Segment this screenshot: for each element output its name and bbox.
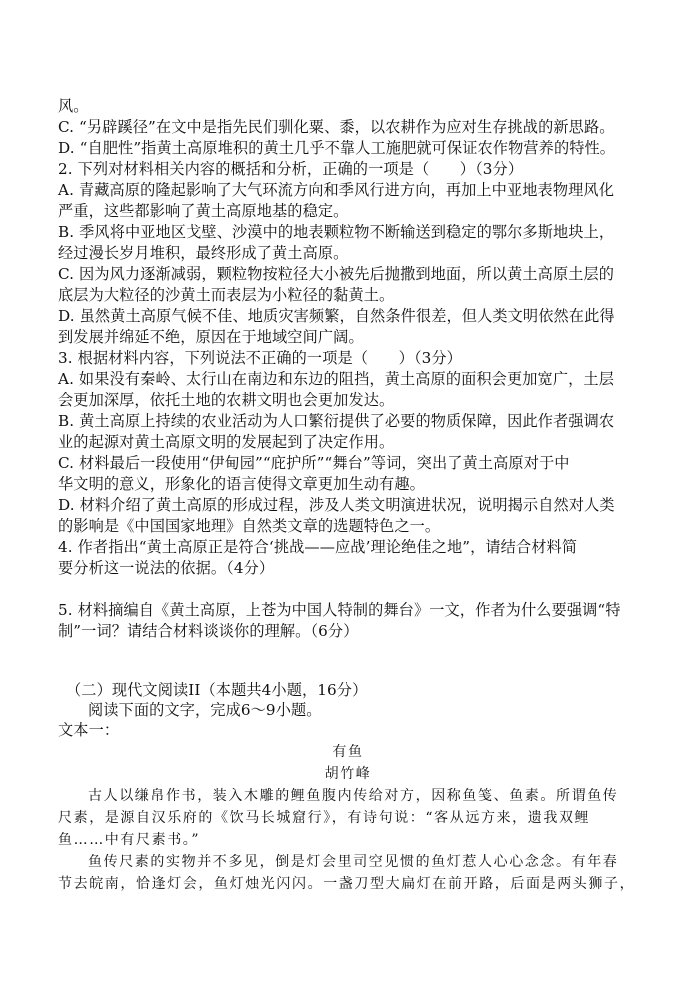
question-2: 2. 下列对材料相关内容的概括和分析，正确的一项是（ ）（3分） (58, 160, 524, 178)
q3-option-a-cont: 会更加深厚，依托土地的农耕文明也会更加发达。 (58, 391, 395, 409)
q2-option-b-cont: 经过漫长岁月堆积，最终形成了黄土高原。 (58, 244, 349, 262)
q2-option-a-cont: 严重，这些都影响了黄土高原地基的稳定。 (58, 202, 349, 220)
q2-option-c-cont: 底层为大粒径的沙黄土而表层为小粒径的黏黄土。 (58, 286, 395, 304)
article-paragraph-2-cont: 节去皖南，恰逢灯会，鱼灯烛光闪闪。一盏刀型大扁灯在前开路，后面是两头狮子， (58, 876, 636, 892)
question-4-cont: 要分析这一说法的依据。（4分） (58, 559, 275, 577)
section-heading: （二）现代文阅读II（本题共4小题，16分） (66, 681, 368, 699)
q3-option-b: B. 黄土高原上持续的农业活动为人口繁衍提供了必要的物质保障，因此作者强调农 (58, 412, 615, 430)
article-paragraph-1-cont: 尺素，是源自汉乐府的《饮马长城窟行》，有诗句说：“客从远方来，遗我双鲤 (58, 810, 591, 826)
article-paragraph-1: 古人以缣帛作书，装入木雕的鲤鱼腹内传给对方，因称鱼笺、鱼素。所谓鱼传 (88, 788, 619, 804)
article-author: 胡竹峰 (324, 766, 372, 782)
q2-option-c: C. 因为风力逐渐减弱，颗粒物按粒径大小被先后抛撒到地面，所以黄土高原土层的 (58, 265, 615, 283)
question-4: 4. 作者指出“黄土高原正是符合‘挑战——应战’理论绝佳之地”，请结合材料简 (58, 538, 578, 556)
q3-option-c: C. 材料最后一段使用“伊甸园”“庇护所”“舞台”等词，突出了黄土高原对于中 (58, 454, 570, 472)
question-3: 3. 根据材料内容，下列说法不正确的一项是（ ）（3分） (58, 349, 462, 367)
section-instruction: 阅读下面的文字，完成6～9小题。 (88, 701, 322, 719)
q2-option-a: A. 青藏高原的隆起影响了大气环流方向和季风行进方向，再加上中亚地表物理风化 (58, 181, 614, 199)
question-5-cont: 制”一词？请结合材料谈谈你的理解。（6分） (58, 622, 359, 640)
q2-option-b: B. 季风将中亚地区戈壁、沙漠中的地表颗粒物不断输送到稳定的鄂尔多斯地块上， (58, 223, 615, 241)
article-paragraph-2: 鱼传尺素的实物并不多见，倒是灯会里司空见惯的鱼灯惹人心心念念。有年春 (88, 854, 619, 870)
q3-option-d: D. 材料介绍了黄土高原的形成过程，涉及人类文明演进状况，说明揭示自然对人类 (58, 496, 615, 514)
q3-option-c-cont: 华文明的意义，形象化的语言使得文章更加生动有趣。 (58, 475, 425, 493)
text-one-label: 文本一： (58, 721, 120, 739)
text-line: 风。 (58, 97, 89, 115)
q2-option-d: D. 虽然黄土高原气候不佳、地质灾害频繁，自然条件很差，但人类文明依然在此得 (58, 307, 615, 325)
q2-option-d-cont: 到发展并绵延不绝，原因在于地域空间广阔。 (58, 328, 364, 346)
option-d-line: D. “自肥性”指黄土高原堆积的黄土几乎不靠人工施肥就可保证农作物营养的特性。 (58, 139, 616, 157)
question-5: 5. 材料摘编自《黄土高原，上苍为中国人特制的舞台》一文，作者为什么要强调“特 (58, 601, 621, 619)
q3-option-a: A. 如果没有秦岭、太行山在南边和东边的阻挡，黄土高原的面积会更加宽广，土层 (58, 370, 614, 388)
article-title: 有鱼 (332, 744, 364, 760)
option-c-line: C. “另辟蹊径”在文中是指先民们驯化粟、黍，以农耕作为应对生存挑战的新思路。 (58, 118, 615, 136)
q3-option-b-cont: 业的起源对黄土高原文明的发展起到了决定作用。 (58, 433, 395, 451)
q3-option-d-cont: 的影响是《中国国家地理》自然类文章的选题特色之一。 (58, 517, 441, 535)
article-paragraph-1-end: 鱼……中有尺素书。” (58, 832, 201, 848)
